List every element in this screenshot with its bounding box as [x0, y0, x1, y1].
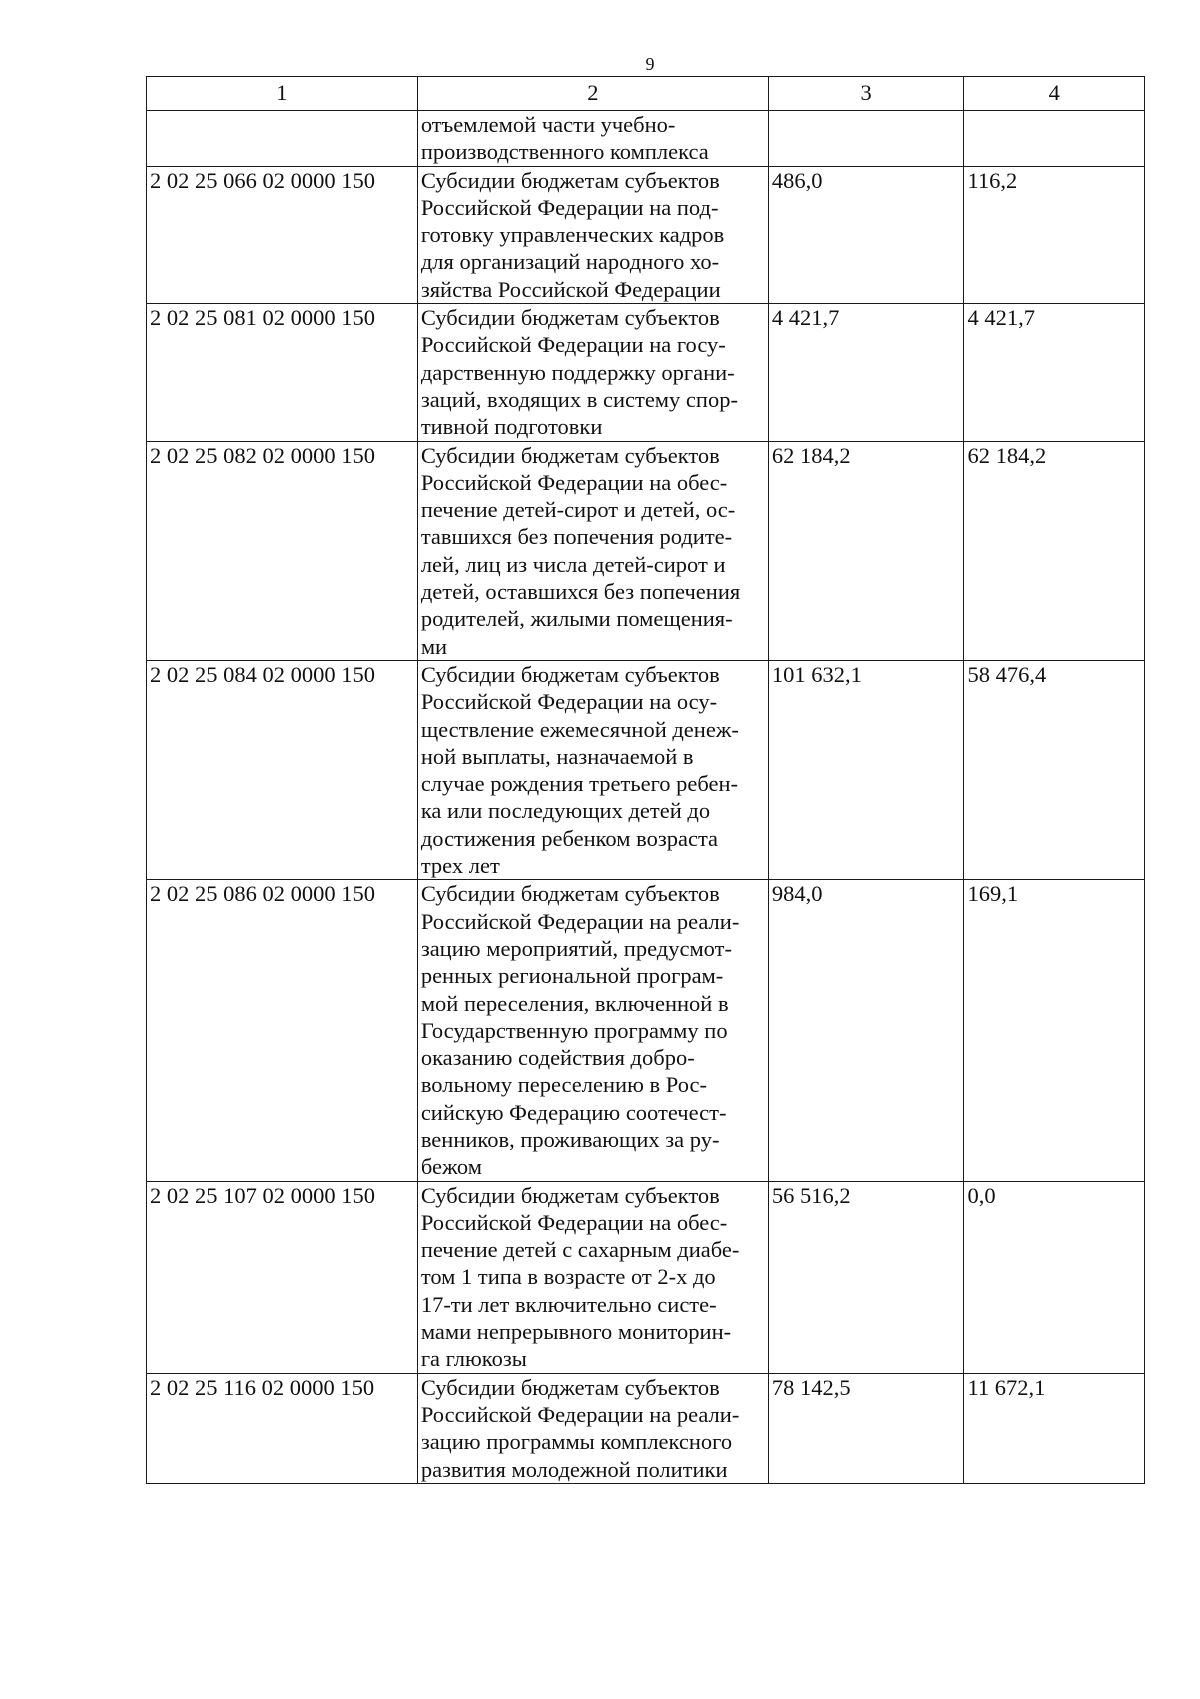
budget-code-cell: 2 02 25 082 02 0000 150 — [147, 441, 418, 660]
description-line: тивной подготовки — [420, 414, 603, 440]
description-line: мой переселения, включенной в — [420, 990, 729, 1016]
description-cell — [417, 880, 768, 1181]
description-line: готовку управленческих кадров — [420, 222, 725, 248]
budget-code-cell — [147, 111, 418, 167]
description-line: ной выплаты, назначаемой в — [420, 743, 694, 769]
description-line: Российской Федерации на под- — [420, 194, 719, 220]
table-row — [147, 441, 1145, 660]
description-line: зацию программы комплексного — [420, 1429, 733, 1455]
header-cell-4: 4 — [964, 77, 1145, 111]
amount-col3-cell: 4 421,7 — [768, 304, 964, 441]
description-line: развития молодежной политики — [420, 1456, 728, 1482]
description-line: печение детей с сахарным диабе- — [420, 1237, 740, 1263]
description-cell — [417, 1373, 768, 1483]
amount-col4-cell: 116,2 — [964, 166, 1145, 303]
description-line: Российской Федерации на обес- — [420, 469, 728, 495]
description-line: сийскую Федерацию соотечест- — [420, 1099, 727, 1125]
description-line: трех лет — [420, 853, 500, 879]
table-row — [147, 880, 1145, 1181]
description-cell — [417, 1181, 768, 1373]
description-line: детей, оставшихся без попечения — [420, 579, 741, 605]
description-line: отъемлемой части учебно- — [420, 112, 676, 137]
description-line: вольному переселению в Рос- — [420, 1072, 707, 1098]
description-line: ка или последующих детей до — [420, 798, 711, 824]
amount-col3-cell: 101 632,1 — [768, 660, 964, 879]
description-cell — [417, 304, 768, 441]
description-line: мами непрерывного мониторин- — [420, 1319, 732, 1345]
description-line: случае рождения третьего ребен- — [420, 771, 739, 797]
description-line: Российской Федерации на госу- — [420, 332, 726, 358]
description-line: Государственную программу по — [420, 1017, 728, 1043]
amount-col3-cell — [768, 111, 964, 167]
description-line: Субсидии бюджетам субъектов — [420, 167, 720, 193]
description-line: зацию мероприятий, предусмот- — [420, 935, 732, 961]
table-row — [147, 304, 1145, 441]
budget-code-cell: 2 02 25 086 02 0000 150 — [147, 880, 418, 1181]
description-line: Субсидии бюджетам субъектов — [420, 1374, 720, 1400]
header-cell-3: 3 — [768, 77, 964, 111]
description-line: производственного комплекса — [420, 139, 709, 165]
amount-col4-cell: 169,1 — [964, 880, 1145, 1181]
description-line: лей, лиц из числа детей-сирот и — [420, 551, 726, 577]
description-line: для организаций народного хо- — [420, 249, 720, 275]
header-cell-1: 1 — [147, 77, 418, 111]
amount-col4-cell: 4 421,7 — [964, 304, 1145, 441]
description-line: Субсидии бюджетам субъектов — [420, 661, 720, 687]
budget-code-cell: 2 02 25 066 02 0000 150 — [147, 166, 418, 303]
description-line: родителей, жилыми помещения- — [420, 606, 733, 632]
amount-col3-cell: 62 184,2 — [768, 441, 964, 660]
description-line: ренных региональной програм- — [420, 963, 724, 989]
description-line: Российской Федерации на реали- — [420, 1401, 740, 1427]
table-header-row — [147, 77, 1145, 111]
description-line: Российской Федерации на обес- — [420, 1209, 728, 1235]
description-line: зяйства Российской Федерации — [420, 276, 721, 302]
budget-code-cell: 2 02 25 116 02 0000 150 — [147, 1373, 418, 1483]
description-line: Субсидии бюджетам субъектов — [420, 1182, 720, 1208]
amount-col3-cell: 486,0 — [768, 166, 964, 303]
table-row — [147, 111, 1145, 167]
description-line: га глюкозы — [420, 1346, 527, 1372]
budget-table — [146, 76, 1145, 1484]
table-row — [147, 660, 1145, 879]
table-row — [147, 1181, 1145, 1373]
description-line: венников, проживающих за ру- — [420, 1126, 720, 1152]
description-line: том 1 типа в возрасте от 2-х до — [420, 1264, 716, 1290]
amount-col3-cell: 78 142,5 — [768, 1373, 964, 1483]
description-cell — [417, 441, 768, 660]
description-line: Российской Федерации на осу- — [420, 689, 718, 715]
description-line: ществление ежемесячной денеж- — [420, 716, 739, 742]
amount-col3-cell: 984,0 — [768, 880, 964, 1181]
amount-col3-cell: 56 516,2 — [768, 1181, 964, 1373]
budget-code-cell: 2 02 25 107 02 0000 150 — [147, 1181, 418, 1373]
description-line: Субсидии бюджетам субъектов — [420, 881, 720, 907]
description-line: достижения ребенком возраста — [420, 825, 719, 851]
description-line: ми — [420, 633, 448, 659]
description-line: печение детей-сирот и детей, ос- — [420, 497, 736, 523]
amount-col4-cell: 11 672,1 — [964, 1373, 1145, 1483]
description-line: дарственную поддержку органи- — [420, 359, 735, 385]
description-line: Российской Федерации на реали- — [420, 908, 740, 934]
header-cell-2: 2 — [417, 77, 768, 111]
description-line: 17-ти лет включительно систе- — [420, 1291, 717, 1317]
amount-col4-cell: 62 184,2 — [964, 441, 1145, 660]
budget-code-cell: 2 02 25 081 02 0000 150 — [147, 304, 418, 441]
description-line: Субсидии бюджетам субъектов — [420, 305, 720, 331]
description-line: оказанию содействия добро- — [420, 1045, 695, 1071]
description-cell — [417, 166, 768, 303]
description-line: тавшихся без попечения родите- — [420, 524, 733, 550]
amount-col4-cell — [964, 111, 1145, 167]
amount-col4-cell: 0,0 — [964, 1181, 1145, 1373]
description-line: Субсидии бюджетам субъектов — [420, 442, 720, 468]
description-cell — [417, 111, 768, 167]
description-line: заций, входящих в систему спор- — [420, 386, 738, 412]
table-body — [147, 77, 1145, 1484]
page-number: 9 — [645, 54, 655, 74]
description-cell — [417, 660, 768, 879]
table-row — [147, 166, 1145, 303]
description-line: бежом — [420, 1154, 482, 1180]
amount-col4-cell: 58 476,4 — [964, 660, 1145, 879]
table-row — [147, 1373, 1145, 1483]
budget-code-cell: 2 02 25 084 02 0000 150 — [147, 660, 418, 879]
